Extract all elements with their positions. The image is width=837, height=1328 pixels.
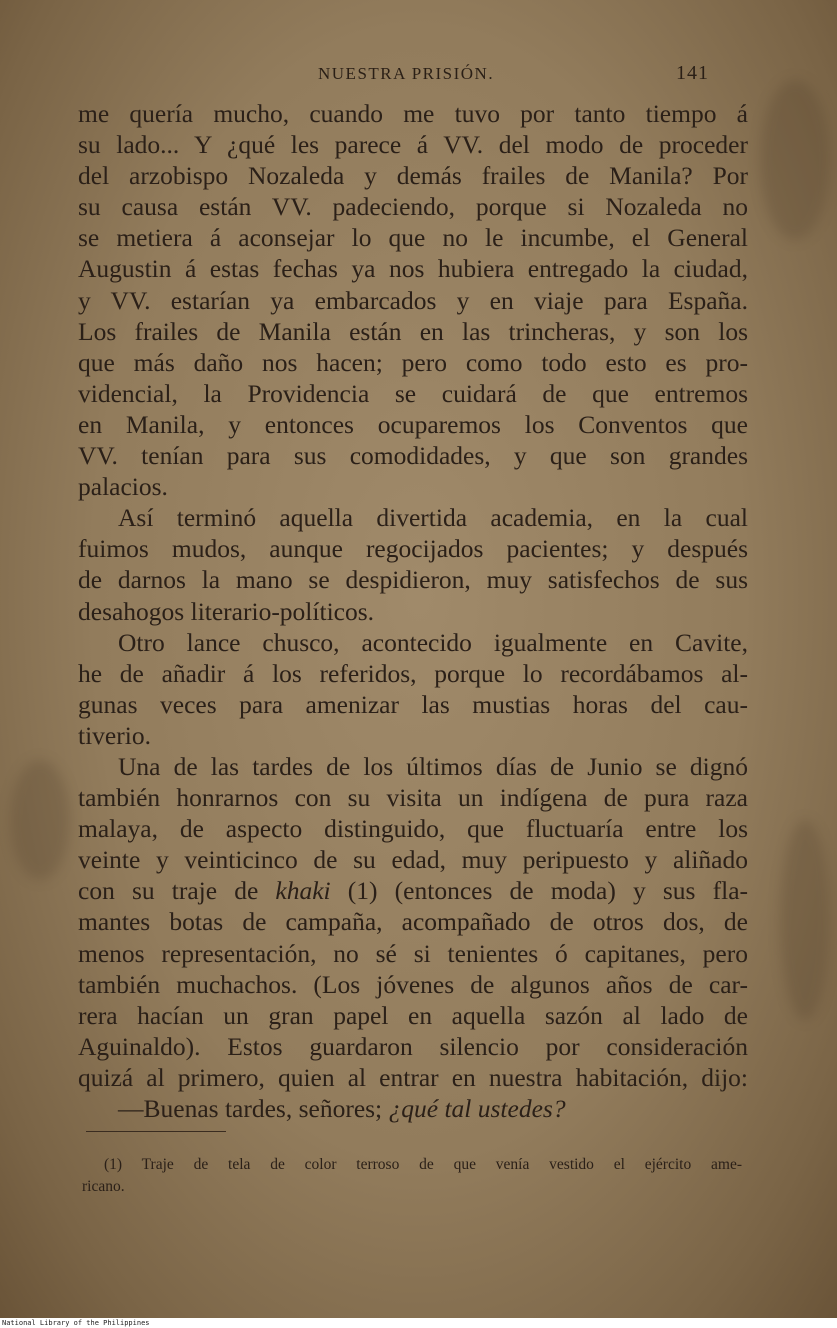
text-line: se metiera á aconsejar lo que no le incumbe, el General xyxy=(78,223,748,253)
text-line: Aguinaldo). Estos guardaron silencio por consideración xyxy=(78,1031,748,1061)
text-line: Una de las tardes de los últimos días de Junio se dignó xyxy=(118,751,748,781)
text-line: que más daño nos hacen; pero como todo esto es pro- xyxy=(78,347,748,377)
text-segment: (1) (entonces de moda) y sus fla- xyxy=(347,876,749,906)
text-line: quizá al primero, quien al entrar en nuestra habitación, dijo: xyxy=(78,1062,748,1092)
text-line: su lado... Y ¿qué les parece á VV. del modo de proceder xyxy=(78,130,748,160)
text-line: Los frailes de Manila están en las trincheras, y son los xyxy=(78,316,748,346)
running-header xyxy=(0,62,837,92)
footnote xyxy=(82,1154,742,1198)
text-line: menos representación, no sé si tenientes ó capitanes, pero xyxy=(78,938,748,968)
text-line: tiverio. xyxy=(78,720,151,750)
header-title: NUESTRA PRISIÓN. xyxy=(318,64,495,83)
text-line: desahogos literario-políticos. xyxy=(78,596,375,626)
text-segment: —Buenas tardes, señores; xyxy=(118,1094,383,1123)
text-line: videncial, la Providencia se cuidará de que entremos xyxy=(78,378,748,408)
text-line: y VV. estarían ya embarcados y en viaje para España. xyxy=(78,285,748,315)
text-line: en Manila, y entonces ocuparemos los Conventos que xyxy=(78,409,748,439)
footnote-line: (1) Traje de tela de color terroso de que venía vestido el ejército ame- xyxy=(104,1156,742,1173)
text-line: Augustin á estas fechas ya nos hubiera entregado la ciudad, xyxy=(78,254,748,284)
text-line: de darnos la mano se despidieron, muy satisfechos de sus xyxy=(78,565,748,595)
text-line: también honrarnos con su visita un indígena de pura raza xyxy=(78,783,748,813)
text-line: fuimos mudos, aunque regocijados pacientes; y después xyxy=(78,534,748,564)
body-text xyxy=(78,98,748,1124)
paper-stain xyxy=(10,760,70,880)
text-line: me quería mucho, cuando me tuvo por tanto tiempo á xyxy=(78,99,748,128)
italic-phrase: ¿qué tal ustedes? xyxy=(388,1094,566,1123)
text-segment: con su traje de xyxy=(78,876,259,906)
footnote-line: ricano. xyxy=(82,1178,125,1195)
text-line xyxy=(78,875,748,906)
text-line: Así terminó aquella divertida academia, en la cual xyxy=(118,503,748,533)
text-line: VV. tenían para sus comodidades, y que son grandes xyxy=(78,441,748,471)
text-line: su causa están VV. padeciendo, porque si Nozaleda no xyxy=(78,192,748,222)
italic-term: khaki xyxy=(275,876,331,906)
text-line: también muchachos. (Los jóvenes de algunos años de car- xyxy=(78,969,748,999)
text-line: Otro lance chusco, acontecido igualmente en Cavite, xyxy=(118,627,748,657)
text-line: rera hacían un gran papel en aquella sazón al lado de xyxy=(78,1000,748,1030)
footnote-rule xyxy=(86,1131,226,1132)
library-credit: National Library of the Philippines xyxy=(2,1319,150,1327)
text-line: palacios. xyxy=(78,472,168,502)
text-line: he de añadir á los referidos, porque lo recordábamos al- xyxy=(78,658,748,688)
text-line: gunas veces para amenizar las mustias horas del cau- xyxy=(78,689,748,719)
page-number: 141 xyxy=(676,62,709,84)
paper-stain xyxy=(760,80,830,240)
paper-stain xyxy=(780,820,830,1020)
text-line xyxy=(78,1093,748,1124)
text-line: veinte y veinticinco de su edad, muy peripuesto y aliñado xyxy=(78,845,748,875)
text-line: mantes botas de campaña, acompañado de otros dos, de xyxy=(78,907,748,937)
text-line: del arzobispo Nozaleda y demás frailes de Manila? Por xyxy=(78,161,748,191)
text-line: malaya, de aspecto distinguido, que fluctuaría entre los xyxy=(78,814,748,844)
